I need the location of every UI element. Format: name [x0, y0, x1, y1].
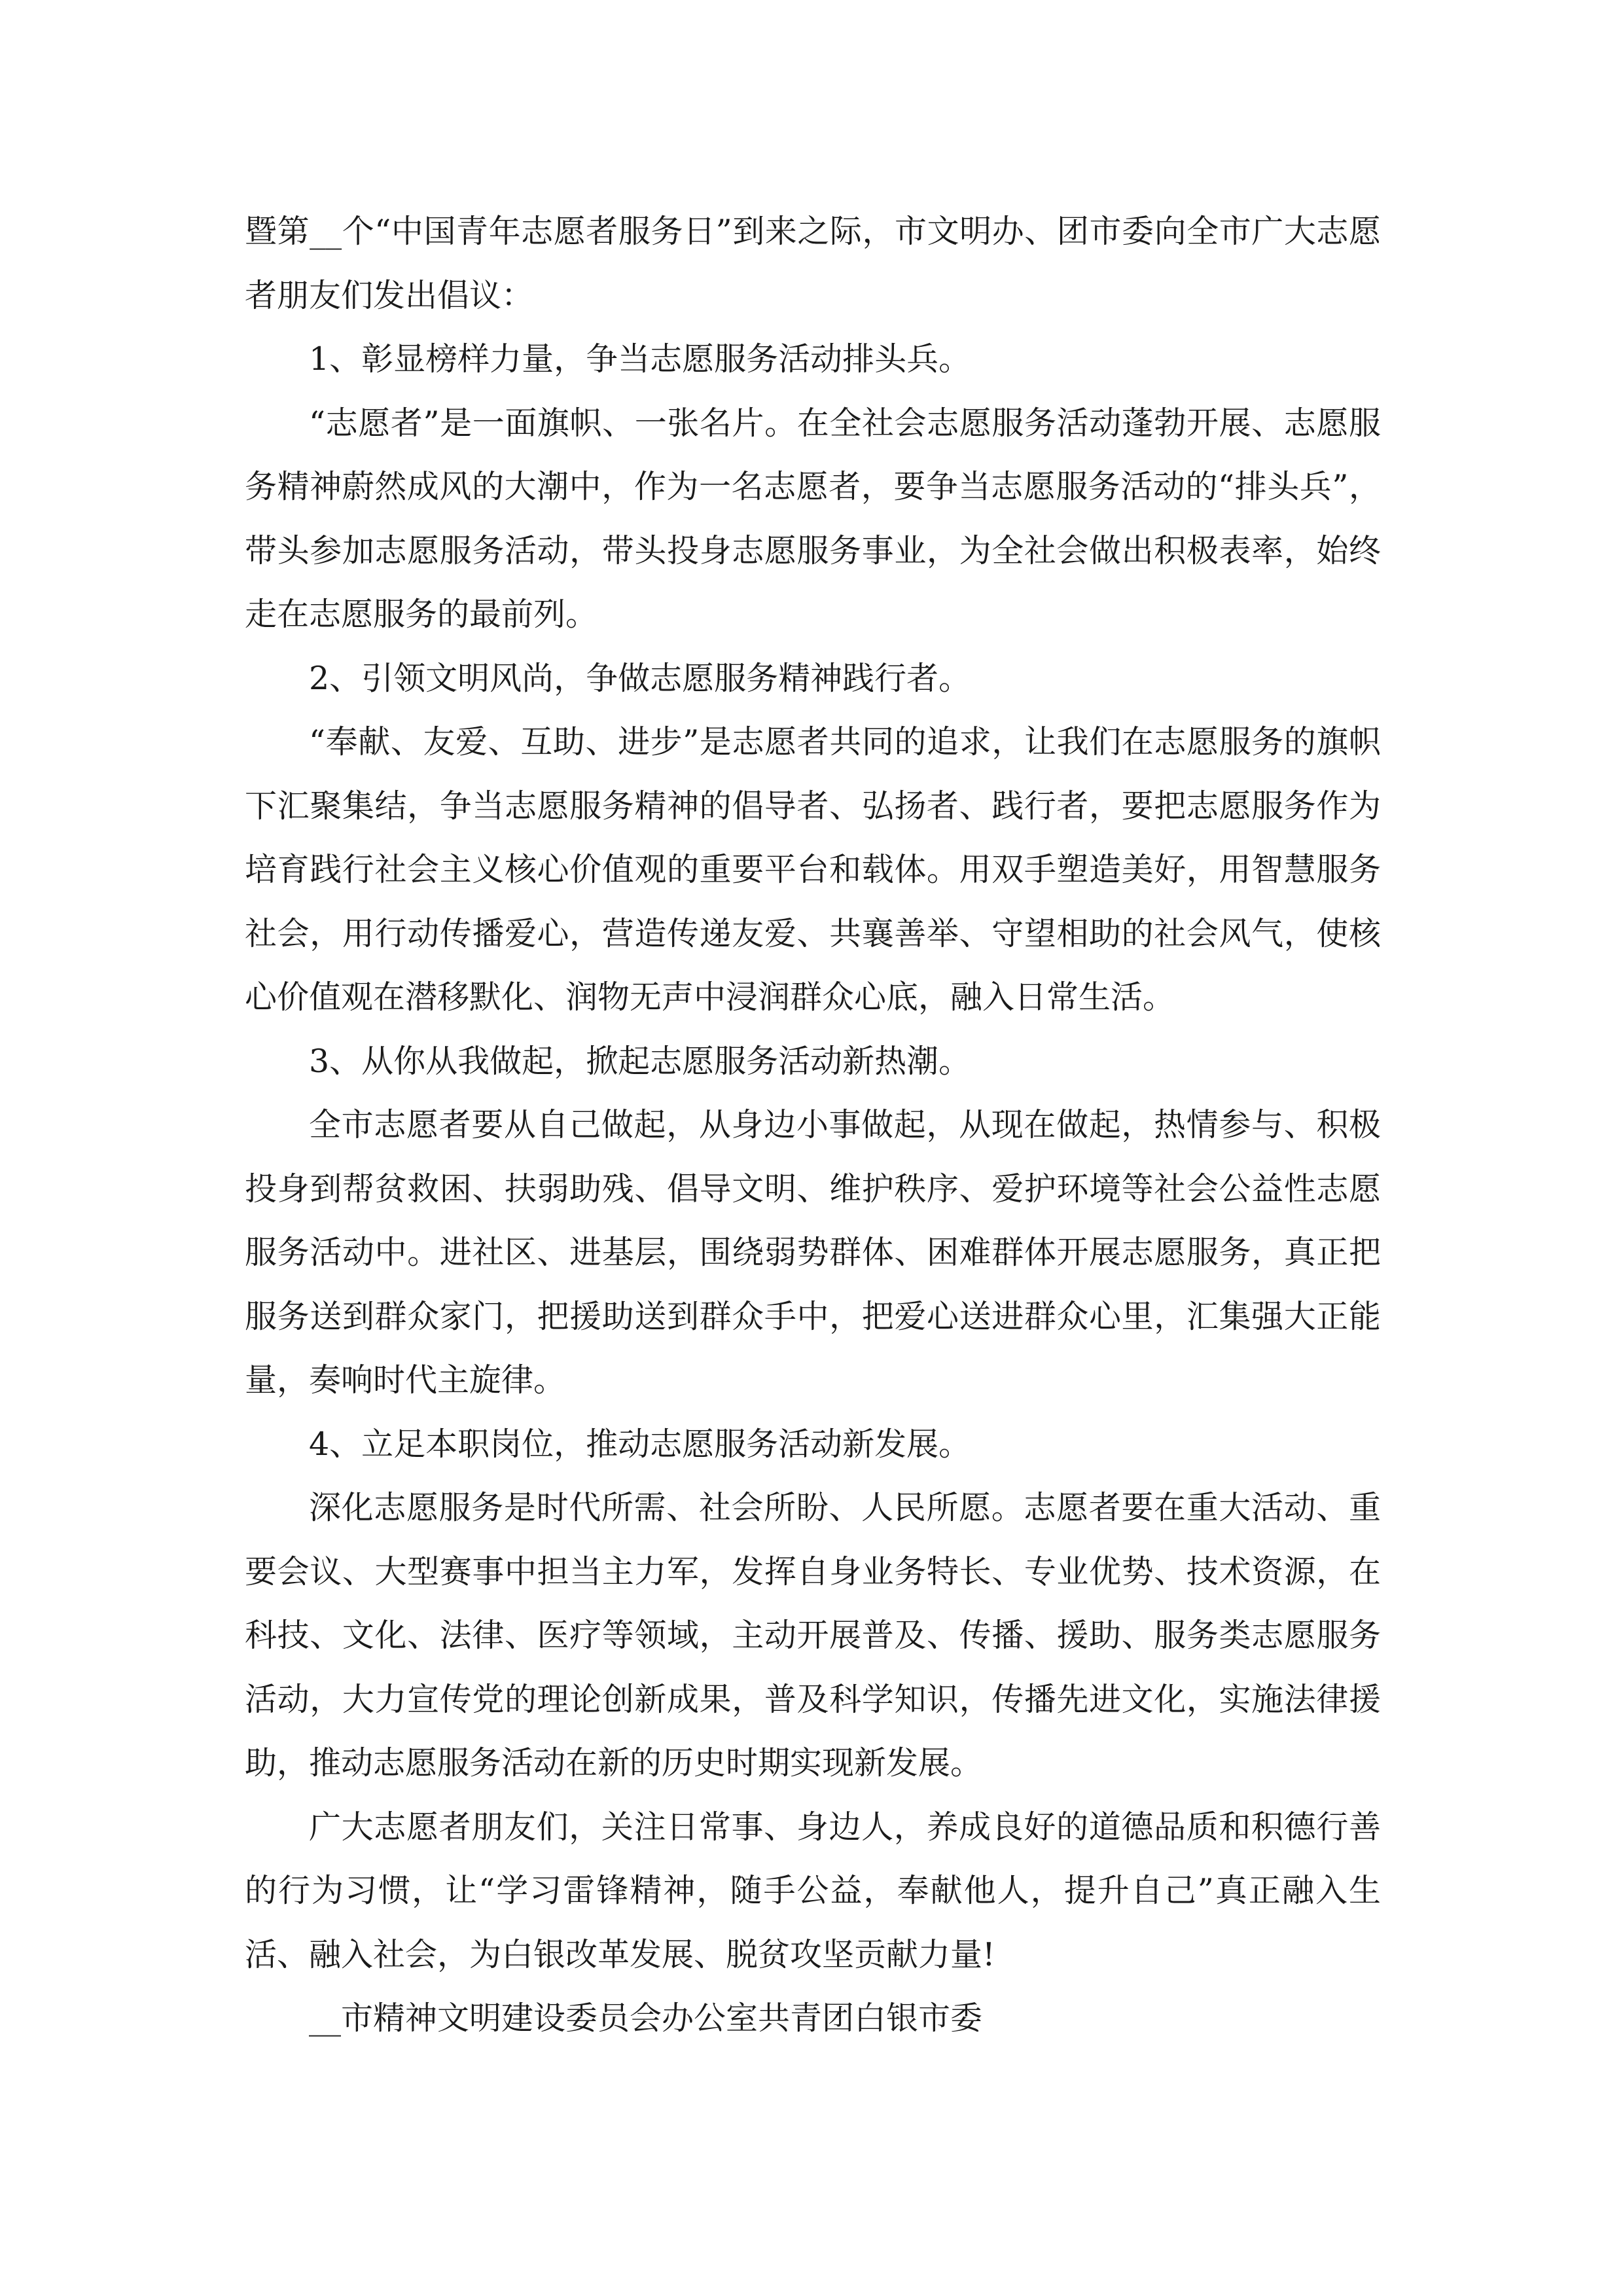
item-4-body: 深化志愿服务是时代所需、社会所盼、人民所愿。志愿者要在重大活动、重要会议、大型赛事中担当主力军，发挥自身业务特长、专业优势、技术资源，在科技、文化、法律、医疗等领域，主动开展普及、传播、援助、服务类志愿服务活动，大力宣传党的理论创新成果，普及科学知识，传播先进文化，实施法律援助，推动志愿服务活动在新的历史时期实现新发展。	[245, 1489, 1381, 1782]
item-2-heading: 2、引领文明风尚，争做志愿服务精神践行者。	[309, 659, 971, 697]
item-4-heading: 4、立足本职岗位，推动志愿服务活动新发展。	[309, 1425, 971, 1463]
closing-paragraph: 广大志愿者朋友们，关注日常事、身边人，养成良好的道德品质和积德行善的行为习惯，让“学习雷锋精神，随手公益，奉献他人，提升自己”真正融入生活、融入社会，为白银改革发展、脱贫攻坚贡献力量!	[245, 1808, 1381, 1973]
item-3-body: 全市志愿者要从自己做起，从身边小事做起，从现在做起，热情参与、积极投身到帮贫救困、扶弱助残、倡导文明、维护秩序、爱护环境等社会公益性志愿服务活动中。进社区、进基层，围绕弱势群体、困难群体开展志愿服务，真正把服务送到群众家门，把援助送到群众手中，把爱心送进群众心里，汇集强大正能量，奏响时代主旋律。	[245, 1106, 1381, 1399]
item-1-body: “志愿者”是一面旗帜、一张名片。在全社会志愿服务活动蓬勃开展、志愿服务精神蔚然成风的大潮中，作为一名志愿者，要争当志愿服务活动的“排头兵”，带头参加志愿服务活动，带头投身志愿服务事业，为全社会做出积极表率，始终走在志愿服务的最前列。	[245, 404, 1381, 633]
intro-paragraph: 暨第__个“中国青年志愿者服务日”到来之际，市文明办、团市委向全市广大志愿者朋友们发出倡议：	[245, 213, 1381, 314]
signature-line: __市精神文明建设委员会办公室共青团白银市委	[309, 2000, 983, 2037]
item-1-heading: 1、彰显榜样力量，争当志愿服务活动排头兵。	[309, 340, 971, 378]
document-body	[245, 200, 1381, 2051]
item-3-heading: 3、从你从我做起，掀起志愿服务活动新热潮。	[309, 1042, 971, 1080]
item-2-body: “奉献、友爱、互助、进步”是志愿者共同的追求，让我们在志愿服务的旗帜下汇聚集结，争当志愿服务精神的倡导者、弘扬者、践行者，要把志愿服务作为培育践行社会主义核心价值观的重要平台和载体。用双手塑造美好，用智慧服务社会，用行动传播爱心，营造传递友爱、共襄善举、守望相助的社会风气，使核心价值观在潜移默化、润物无声中浸润群众心底，融入日常生活。	[245, 723, 1381, 1016]
